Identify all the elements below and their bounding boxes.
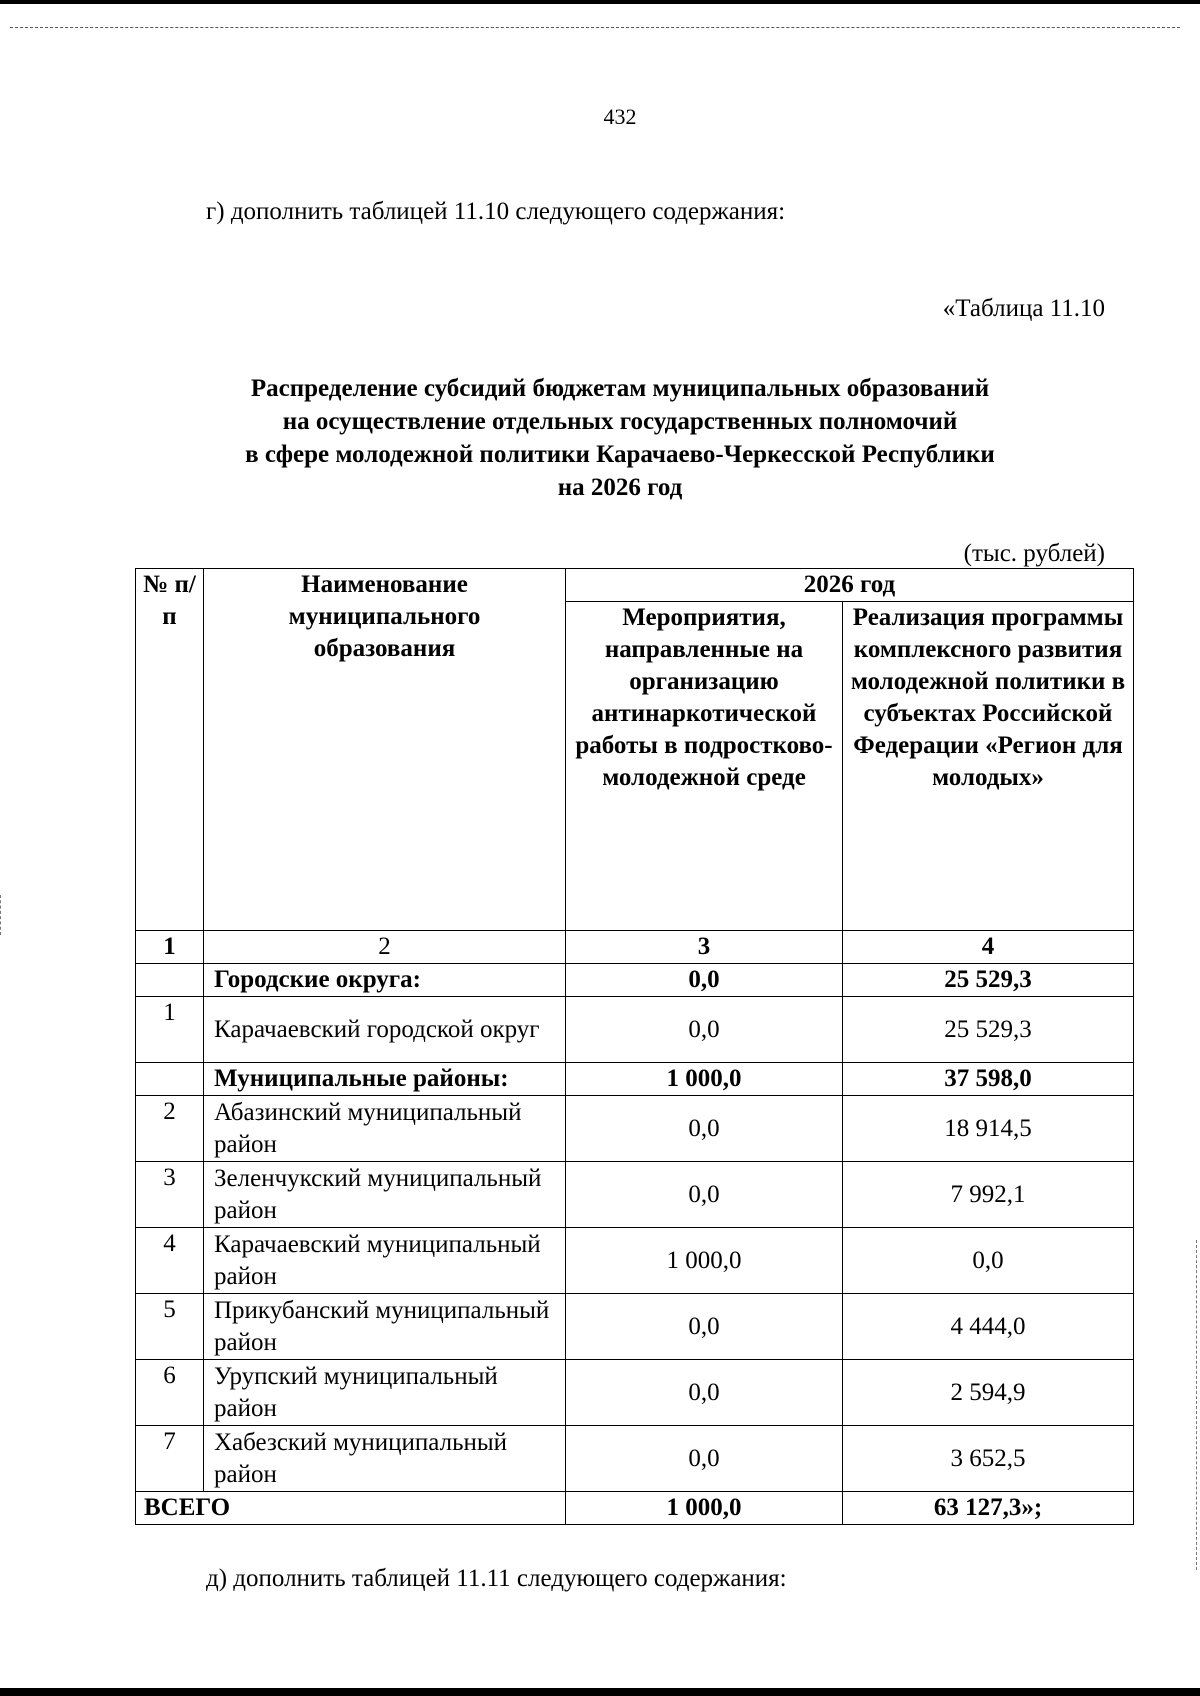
units-note: (тыс. рублей) [963, 540, 1105, 567]
value-col3: 0,0 [566, 964, 843, 997]
next-paragraph: д) дополнить таблицей 11.11 следующего содержания: [206, 1565, 787, 1592]
municipality-name: Хабезский муниципальный район [204, 1426, 566, 1492]
title-line: на 2026 год [557, 474, 683, 501]
scan-border-bottom [0, 1688, 1200, 1696]
column-number-row [136, 931, 1134, 964]
total-col3: 1 000,0 [566, 1492, 843, 1525]
header-col3: Мероприятия, направленные на организацию антинаркотической работы в подростково-молодежной среде [566, 602, 843, 931]
municipality-name: Карачаевский муниципальный район [204, 1228, 566, 1294]
subsidy-table [135, 568, 1134, 1525]
row-number [136, 1063, 204, 1096]
municipality-name: Городские округа: [204, 964, 566, 997]
table-row [136, 1294, 1134, 1360]
title-line: Распределение субсидий бюджетам муниципальных образований [250, 375, 990, 402]
scan-margin-mark-left [0, 895, 1, 935]
value-col3: 1 000,0 [566, 1228, 843, 1294]
value-col3: 0,0 [566, 1426, 843, 1492]
table-row [136, 1096, 1134, 1162]
value-col3: 0,0 [566, 1294, 843, 1360]
municipality-name: Зеленчукский муниципальный район [204, 1162, 566, 1228]
row-number: 7 [136, 1426, 204, 1492]
municipality-name: Прикубанский муниципальный район [204, 1294, 566, 1360]
colnum-3: 3 [566, 931, 843, 964]
table-row [136, 1360, 1134, 1426]
scan-border-top [0, 0, 1200, 4]
table-label: «Таблица 11.10 [942, 295, 1105, 322]
title-line: на осуществление отдельных государственных полномочий [282, 408, 958, 435]
value-col4: 2 594,9 [843, 1360, 1134, 1426]
municipality-name: Абазинский муниципальный район [204, 1096, 566, 1162]
table-row [136, 1228, 1134, 1294]
row-number: 6 [136, 1360, 204, 1426]
municipality-name: Урупский муниципальный район [204, 1360, 566, 1426]
value-col4: 3 652,5 [843, 1426, 1134, 1492]
table-row [136, 1063, 1134, 1096]
value-col3: 0,0 [566, 1360, 843, 1426]
row-number: 5 [136, 1294, 204, 1360]
value-col3: 0,0 [566, 1096, 843, 1162]
value-col4: 25 529,3 [843, 964, 1134, 997]
header-col4: Реализация программы комплексного развития молодежной политики в субъектах Российской Федерации «Регион для молодых» [843, 602, 1134, 931]
value-col4: 37 598,0 [843, 1063, 1134, 1096]
colnum-4: 4 [843, 931, 1134, 964]
row-number: 1 [136, 997, 204, 1063]
scan-dashed-line [10, 27, 1180, 28]
row-number: 2 [136, 1096, 204, 1162]
colnum-1: 1 [136, 931, 204, 964]
row-number [136, 964, 204, 997]
value-col4: 0,0 [843, 1228, 1134, 1294]
intro-paragraph: г) дополнить таблицей 11.10 следующего содержания: [206, 198, 786, 225]
scan-margin-mark-right [1196, 1240, 1197, 1570]
table-row [136, 964, 1134, 997]
value-col4: 25 529,3 [843, 997, 1134, 1063]
municipality-name: Карачаевский городской округ [204, 997, 566, 1063]
value-col3: 1 000,0 [566, 1063, 843, 1096]
total-col4: 63 127,3»; [843, 1492, 1134, 1525]
row-number: 4 [136, 1228, 204, 1294]
value-col3: 0,0 [566, 1162, 843, 1228]
total-label: ВСЕГО [136, 1492, 566, 1525]
value-col3: 0,0 [566, 997, 843, 1063]
header-name: Наименование муниципального образования [204, 569, 566, 931]
table-row [136, 997, 1134, 1063]
value-col4: 4 444,0 [843, 1294, 1134, 1360]
total-row [136, 1492, 1134, 1525]
header-num: № п/п [136, 569, 204, 931]
row-number: 3 [136, 1162, 204, 1228]
title-line: в сфере молодежной политики Карачаево-Черкесской Республики [245, 441, 995, 468]
table-row [136, 1162, 1134, 1228]
document-title [130, 372, 1110, 504]
colnum-2: 2 [204, 931, 566, 964]
header-year: 2026 год [566, 569, 1134, 602]
value-col4: 18 914,5 [843, 1096, 1134, 1162]
header-row [136, 569, 1134, 602]
table-row [136, 1426, 1134, 1492]
value-col4: 7 992,1 [843, 1162, 1134, 1228]
page-number: 432 [603, 104, 637, 129]
municipality-name: Муниципальные районы: [204, 1063, 566, 1096]
